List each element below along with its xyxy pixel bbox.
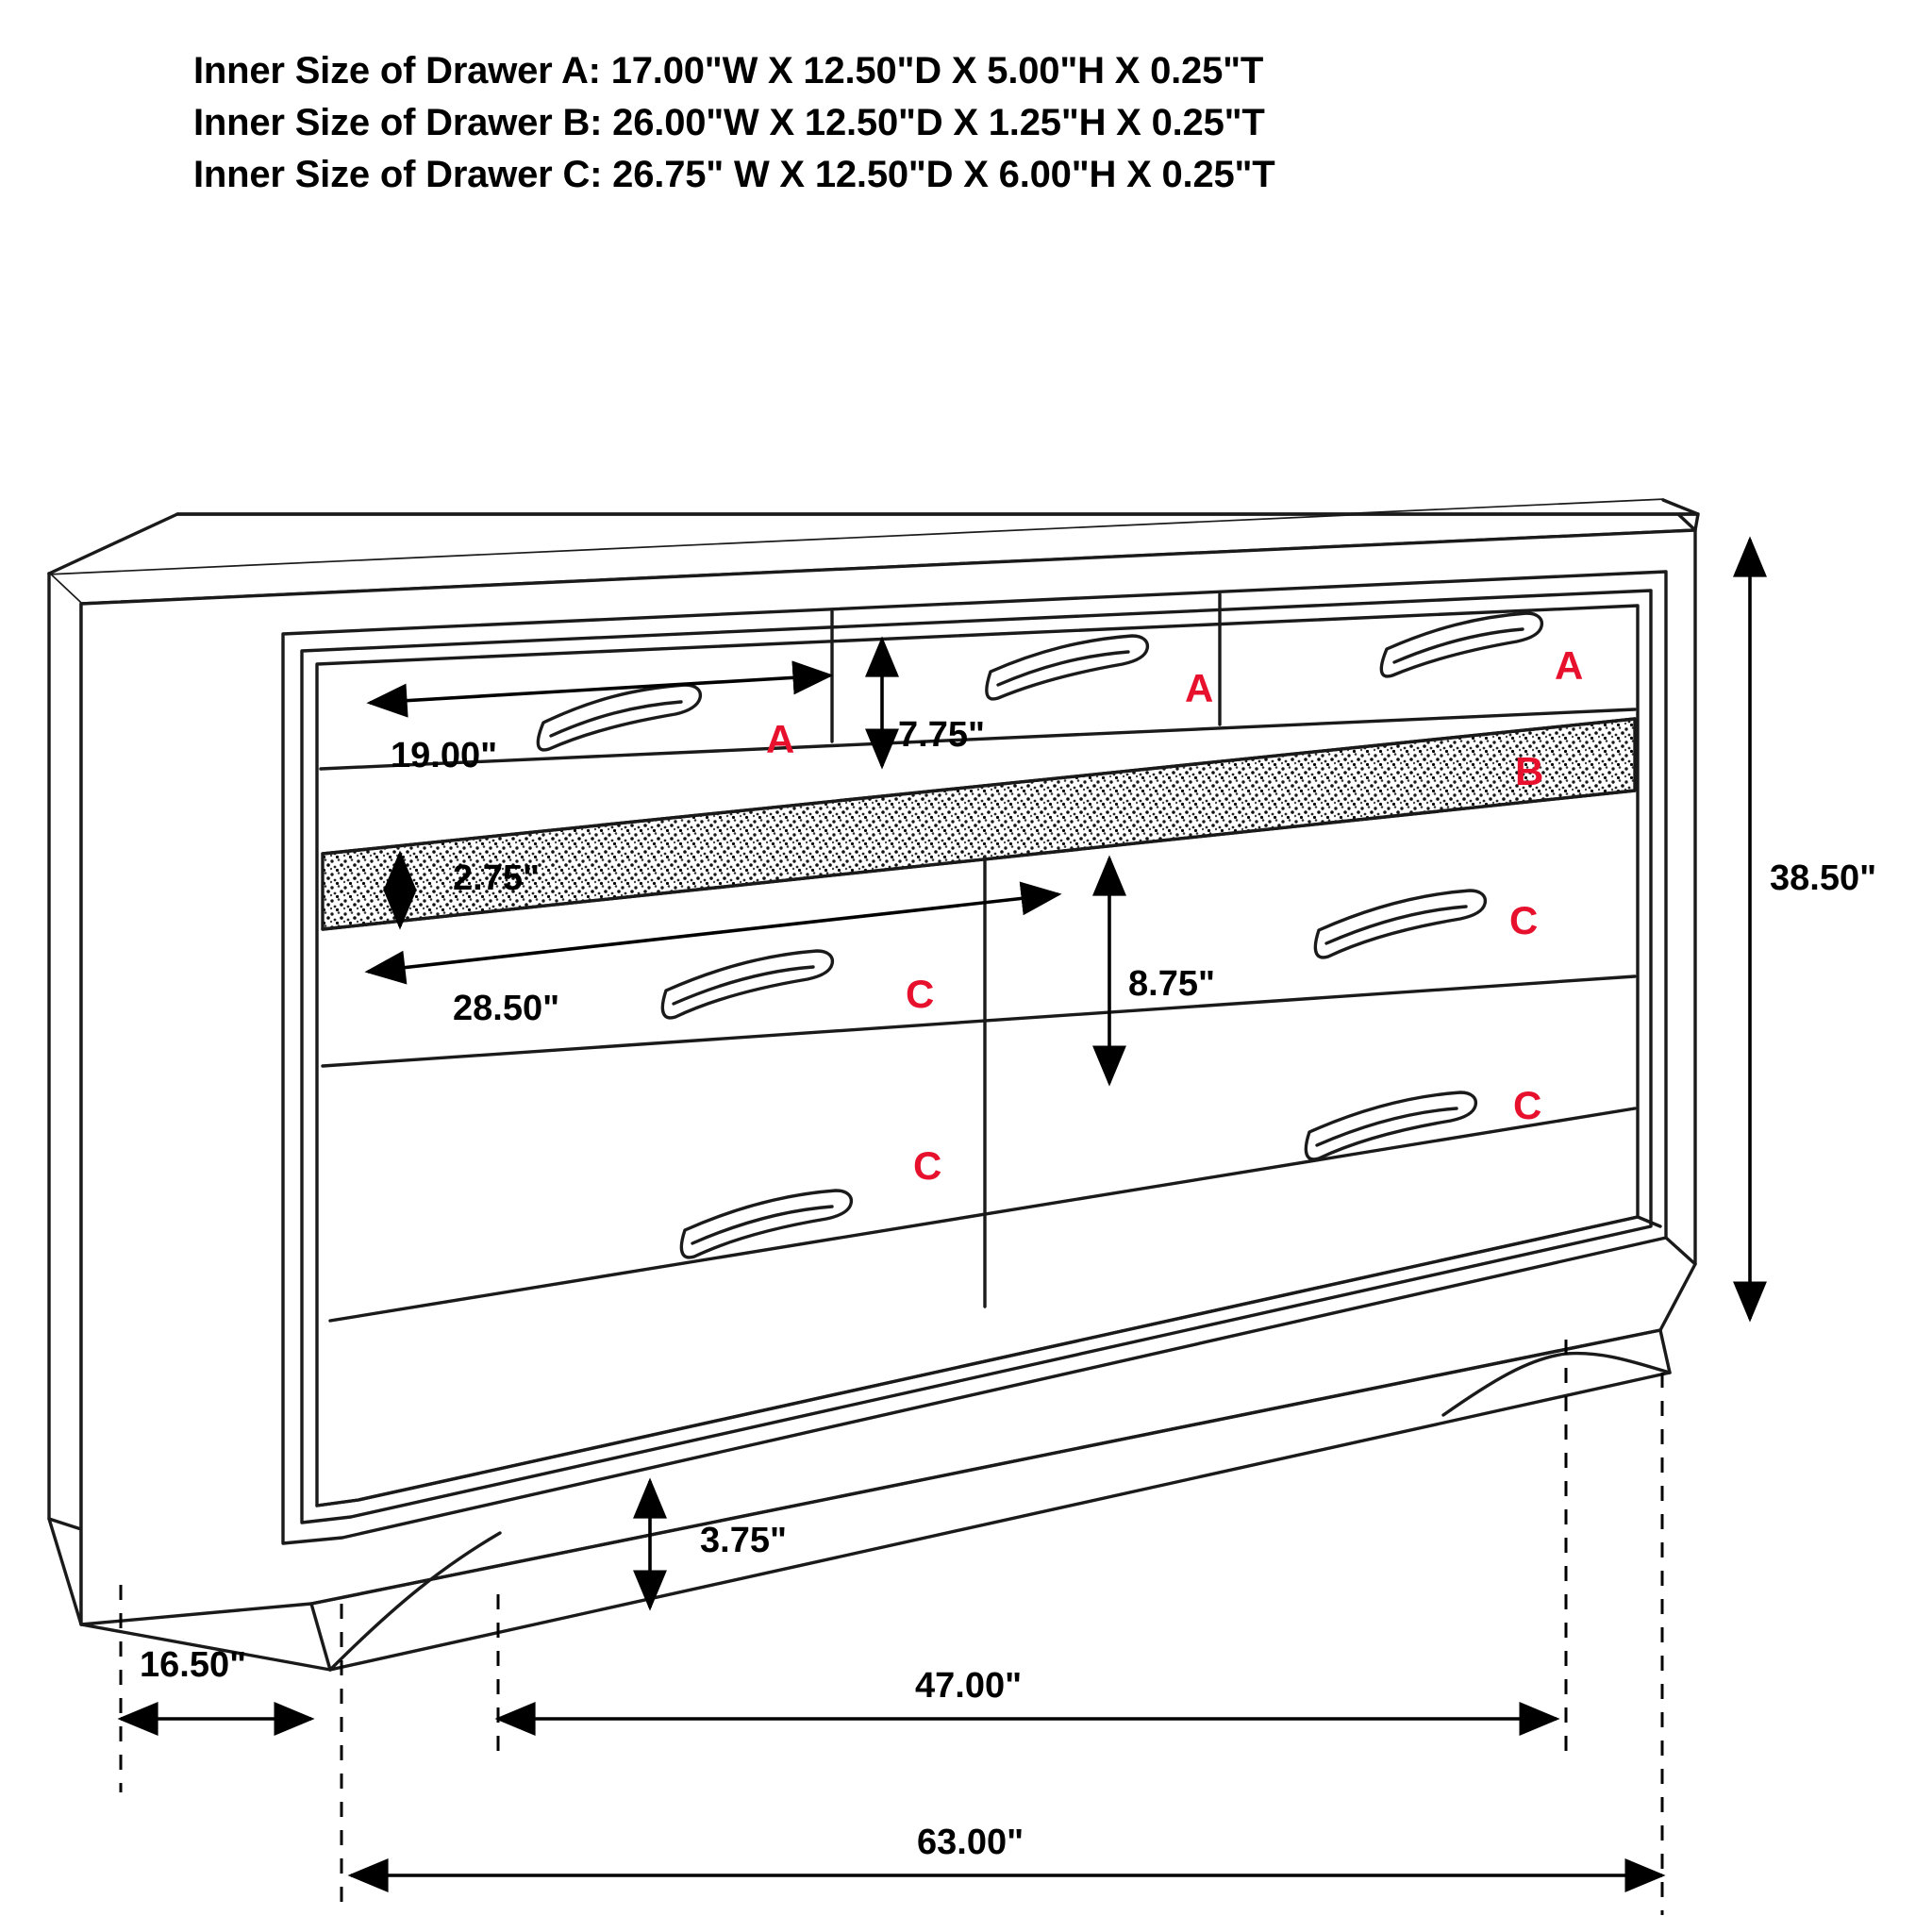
drawer-letter-a-right: A [1555, 643, 1584, 688]
drawer-letter-b: B [1515, 749, 1544, 793]
dim-overall-width: 63.00" [917, 1823, 1024, 1862]
dim-overall-depth: 16.50" [140, 1645, 247, 1685]
drawer-letter-c-right-lower: C [1513, 1083, 1542, 1127]
drawer-letter-a-mid: A [1185, 666, 1214, 710]
drawer-letter-c-right-upper: C [1509, 898, 1539, 942]
dim-drawer-b-height: 2.75" [453, 858, 540, 898]
dim-drawer-a-width: 19.00" [391, 736, 498, 775]
drawer-letter-c-left-lower: C [913, 1143, 942, 1188]
dim-drawer-a-height: 7.75" [898, 715, 985, 755]
note-drawer-a: Inner Size of Drawer A: 17.00"W X 12.50"D X 5.00"H X 0.25"T [193, 50, 1264, 92]
dim-drawer-c-height: 8.75" [1128, 964, 1215, 1004]
dim-base-clearance: 3.75" [700, 1521, 787, 1560]
dim-drawer-c-width: 28.50" [453, 989, 560, 1028]
dim-overall-height: 38.50" [1770, 858, 1877, 898]
drawer-letter-c-left-upper: C [906, 972, 935, 1016]
dim-front-inner-width: 47.00" [915, 1666, 1023, 1706]
drawer-letter-a-left: A [766, 717, 795, 761]
note-drawer-b: Inner Size of Drawer B: 26.00"W X 12.50"D X 1.25"H X 0.25"T [193, 102, 1265, 144]
note-drawer-c: Inner Size of Drawer C: 26.75" W X 12.50"D X 6.00"H X 0.25"T [193, 154, 1275, 196]
